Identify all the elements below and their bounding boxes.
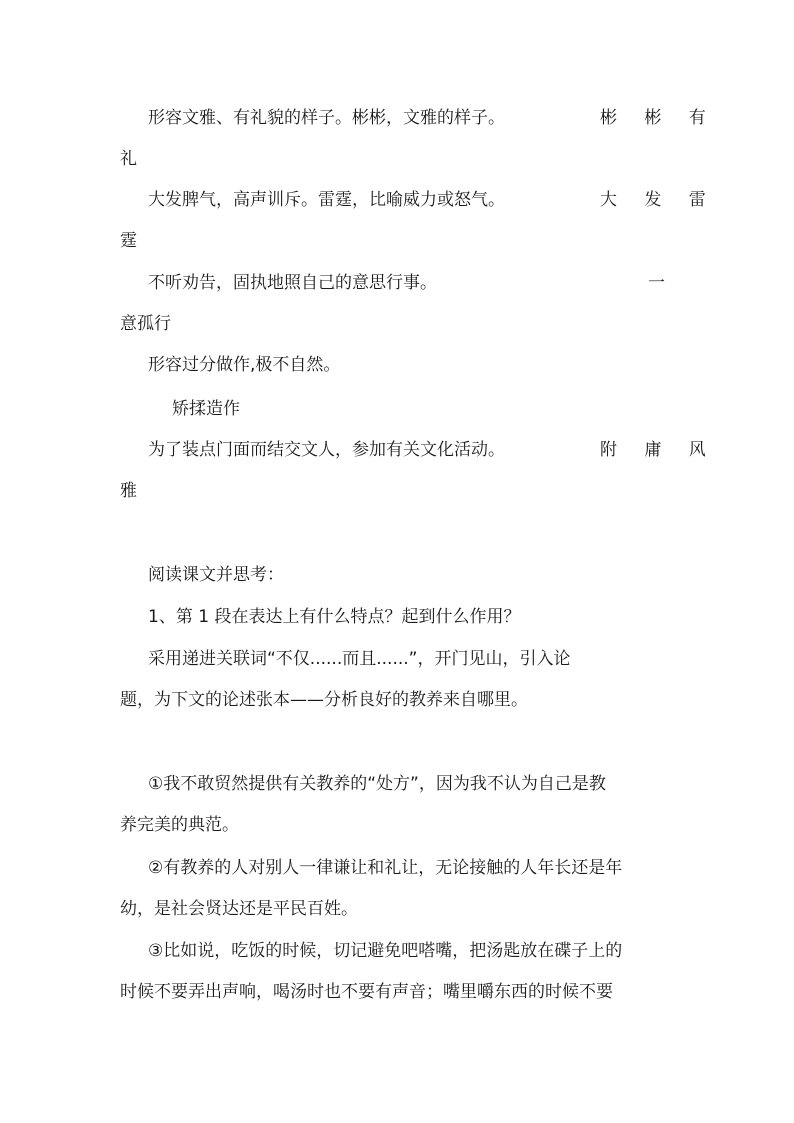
paragraph-1-line-1: ①我不敢贸然提供有关教养的“处方”，因为我不认为自己是教 [148,774,606,794]
answer-1-line-1: 采用递进关联词“不仅......而且......”，开门见山，引入论 [148,649,571,669]
idiom-word-continued: 礼 [120,149,137,169]
idiom-definition: 大发脾气，高声训斥。雷霆，比喻威力或怒气。 [148,190,505,210]
paragraph-3-line-2: 时候不要弄出声响，喝汤时也不要有声音；嘴里嚼东西的时候不要 [120,982,613,1002]
reading-heading: 阅读课文并思考： [148,565,284,585]
idiom-word: 大 发 雷 [600,190,717,210]
idiom-definition: 为了装点门面而结交文人，参加有关文化活动。 [148,440,505,460]
paragraph-2-line-1: ②有教养的人对别人一律谦让和礼让，无论接触的人年长还是年 [148,858,623,878]
answer-1-line-2: 题，为下文的论述张本——分析良好的教养来自哪里。 [120,690,528,710]
idiom-word: 彬 彬 有 [600,108,717,128]
idiom-definition: 形容文雅、有礼貌的样子。彬彬，文雅的样子。 [148,108,505,128]
idiom-word: 矫揉造作 [172,399,240,419]
idiom-word: 附 庸 风 [600,440,717,460]
idiom-word-continued: 雅 [120,481,137,501]
idiom-word: 一 [648,273,676,293]
idiom-word-continued: 意孤行 [120,314,171,334]
idiom-word-continued: 霆 [120,231,137,251]
paragraph-2-line-2: 幼，是社会贤达还是平民百姓。 [120,899,358,919]
question-1: 1、第 1 段在表达上有什么特点？起到什么作用？ [148,607,521,627]
paragraph-1-line-2: 养完美的典范。 [120,815,239,835]
idiom-definition: 不听劝告，固执地照自己的意思行事。 [148,273,437,293]
paragraph-3-line-1: ③比如说，吃饭的时候，切记避免吧嗒嘴，把汤匙放在碟子上的 [148,941,623,961]
idiom-definition: 形容过分做作,极不自然。 [148,355,341,375]
